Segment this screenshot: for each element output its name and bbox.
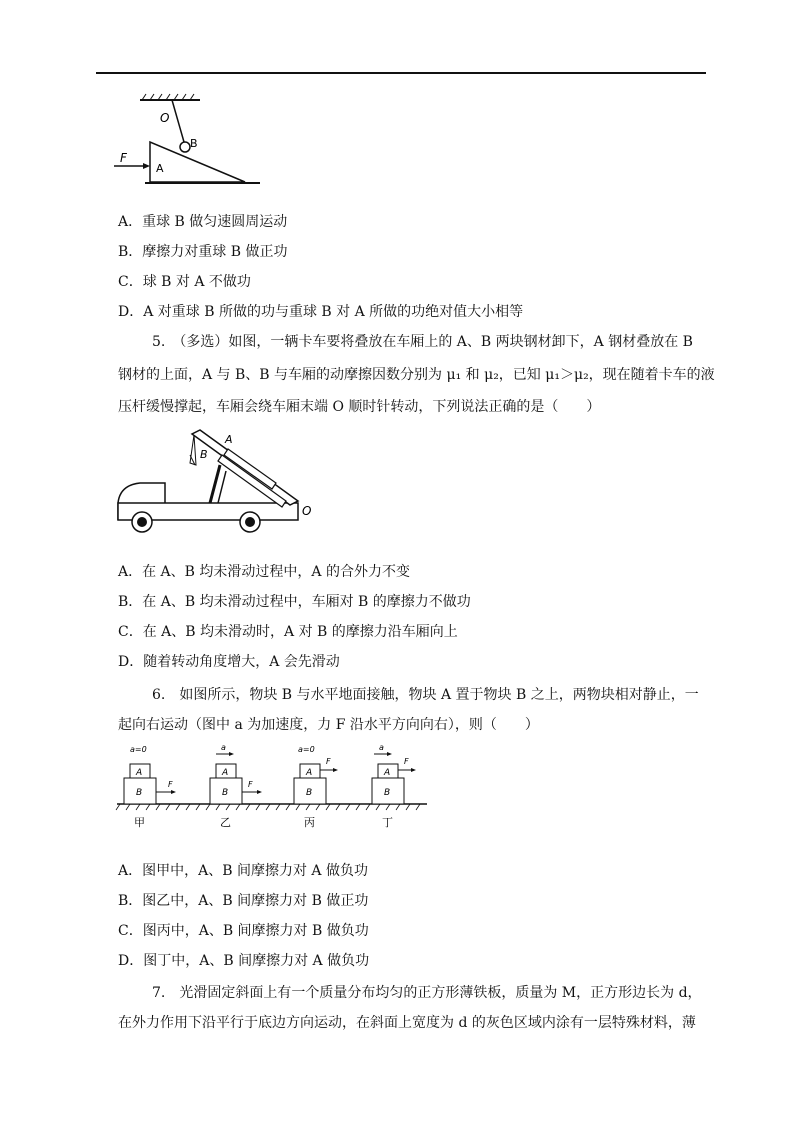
q6-panel-yi-B: B <box>222 788 229 798</box>
q6-panel-ding-B: B <box>384 788 391 798</box>
q5-option-c: C．在 A、B 均未滑动时，A 对 B 的摩擦力沿车厢向上 <box>118 624 458 640</box>
q6-panel-jia <box>124 745 176 829</box>
q4-option-c: C．球 B 对 A 不做功 <box>118 274 251 290</box>
q4-label-F: F <box>120 151 127 165</box>
q6-panel-jia-B: B <box>136 788 143 798</box>
q6-panel-bing-caption: 丙 <box>304 816 315 829</box>
q6-panel-jia-A: A <box>136 768 143 778</box>
q4-figure <box>110 92 270 192</box>
q4-option-b: B．摩擦力对重球 B 做正功 <box>118 244 288 260</box>
q6-panel-bing-A: A <box>306 768 313 778</box>
q6-panel-yi <box>210 743 262 829</box>
q4-label-B: B <box>190 137 198 150</box>
q6-panel-bing-F: F <box>326 757 331 766</box>
q4-label-A: A <box>156 162 164 175</box>
q6-panel-yi-A: A <box>222 768 229 778</box>
q7-stem-line-2: 在外力作用下沿平行于底边方向运动，在斜面上宽度为 d 的灰色区域内涂有一层特殊材料，薄 <box>118 1015 696 1031</box>
q6-panel-ding-F: F <box>404 757 409 766</box>
header-rule <box>96 72 706 74</box>
q6-panel-yi-accel: a <box>221 743 226 752</box>
q5-option-b: B．在 A、B 均未滑动过程中，车厢对 B 的摩擦力不做功 <box>118 594 471 610</box>
q5-option-d: D．随着转动角度增大，A 会先滑动 <box>118 654 340 670</box>
q6-panel-ding-accel: a <box>379 743 384 752</box>
q6-panel-bing-B: B <box>306 788 313 798</box>
q5-label-O: O <box>302 504 312 518</box>
q6-panel-jia-caption: 甲 <box>134 816 145 829</box>
q6-panel-jia-accel: a=0 <box>130 745 147 754</box>
q6-option-a: A．图甲中，A、B 间摩擦力对 A 做负功 <box>118 863 368 879</box>
q6-stem-line-2: 起向右运动（图中 a 为加速度，力 F 沿水平方向向右），则（ ） <box>118 717 539 733</box>
q7-stem-line-1: 7. 光滑固定斜面上有一个质量分布均匀的正方形薄铁板，质量为 M，正方形边长为 d， <box>152 985 702 1001</box>
q4-label-O: O <box>160 111 170 125</box>
q6-panel-ding-A: A <box>384 768 391 778</box>
q4-option-a: A．重球 B 做匀速圆周运动 <box>118 214 288 230</box>
q6-panel-bing-accel: a=0 <box>298 745 315 754</box>
q6-panel-ding-caption: 丁 <box>382 816 393 829</box>
q6-panel-bing <box>294 745 338 829</box>
q6-panel-ding <box>372 743 416 829</box>
q6-panel-yi-F: F <box>248 780 253 789</box>
q4-option-d: D．A 对重球 B 所做的功与重球 B 对 A 所做的功绝对值大小相等 <box>118 304 524 320</box>
q5-stem-line-2: 钢材的上面，A 与 B、B 与车厢的动摩擦因数分别为 μ₁ 和 μ₂，已知 μ₁＞μ₂，现在随着卡车的液 <box>118 367 715 383</box>
q6-panel-jia-F: F <box>168 780 173 789</box>
q6-figure <box>112 742 432 832</box>
q5-stem-line-1: 5. （多选）如图，一辆卡车要将叠放在车厢上的 A、B 两块钢材卸下，A 钢材叠放在 B <box>152 334 693 350</box>
q5-label-B: B <box>200 448 208 461</box>
q5-truck-figure <box>110 425 330 540</box>
q6-option-d: D．图丁中，A、B 间摩擦力对 A 做负功 <box>118 953 370 969</box>
q5-label-A: A <box>225 433 233 446</box>
q6-panel-yi-caption: 乙 <box>220 816 231 829</box>
q5-stem-line-3: 压杆缓慢撑起，车厢会绕车厢末端 O 顺时针转动，下列说法正确的是（ ） <box>118 399 601 415</box>
q5-option-a: A．在 A、B 均未滑动过程中，A 的合外力不变 <box>118 564 410 580</box>
q6-option-b: B．图乙中，A、B 间摩擦力对 B 做正功 <box>118 893 369 909</box>
q6-stem-line-1: 6. 如图所示，物块 B 与水平地面接触，物块 A 置于物块 B 之上，两物块相对静止，一 <box>152 687 699 703</box>
q6-option-c: C．图丙中，A、B 间摩擦力对 B 做负功 <box>118 923 369 939</box>
